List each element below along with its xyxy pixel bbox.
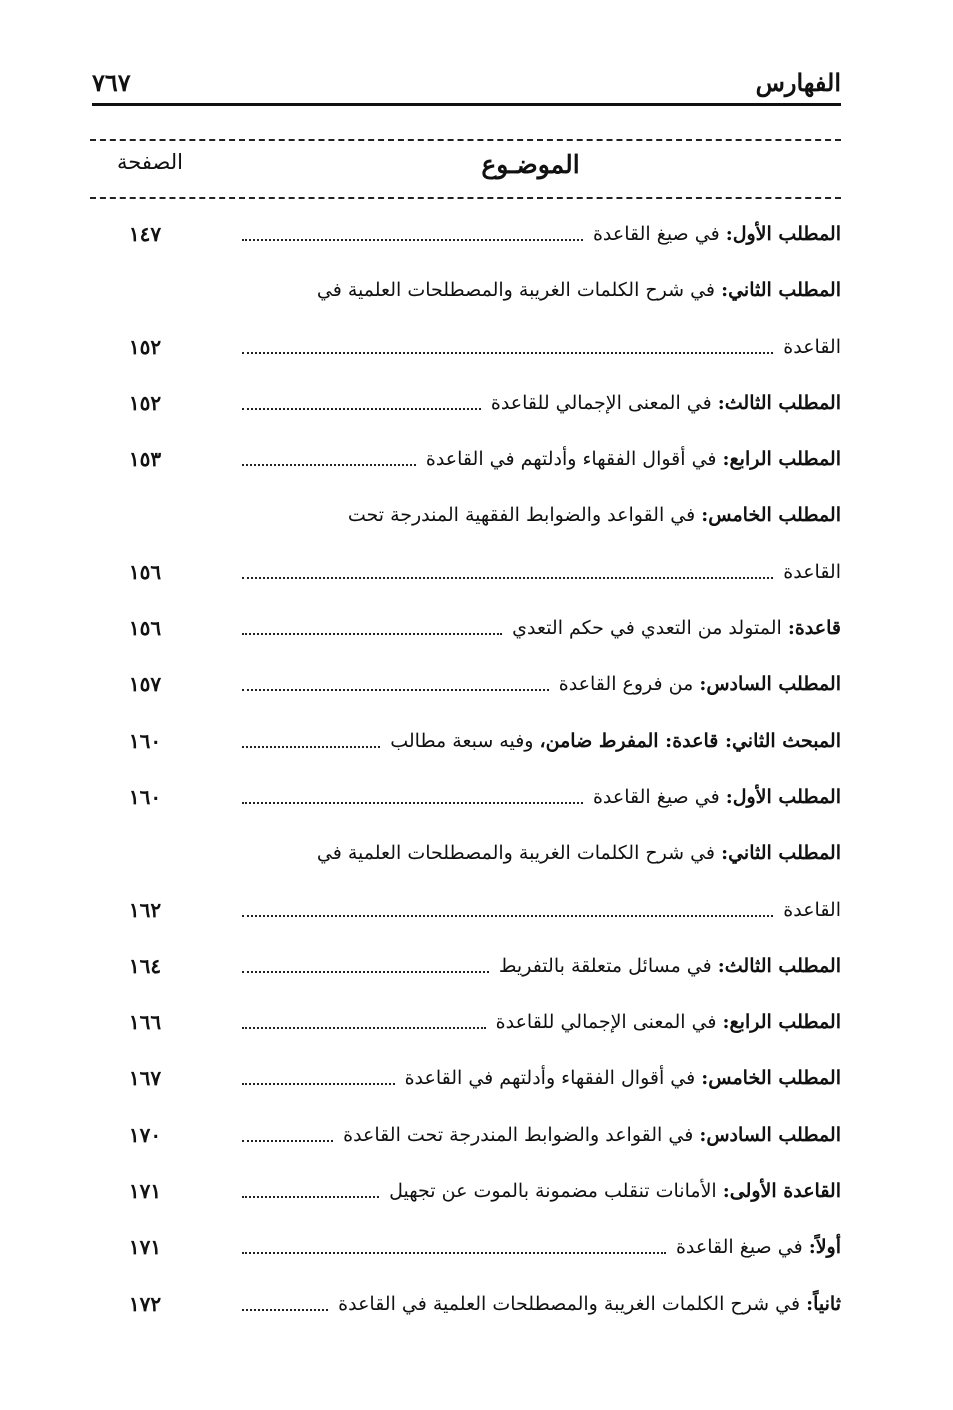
toc-entry-text [559, 670, 841, 698]
toc-entry-label: القاعدة الأولى: [722, 1180, 841, 1203]
toc-entry-page: ١٧٢ [128, 1291, 162, 1316]
running-title: الفهارس [755, 68, 841, 97]
toc-entry-page: ١٧١ [128, 1235, 162, 1260]
toc-entry [90, 886, 841, 942]
toc-entry-label: أولاً: [808, 1236, 841, 1259]
toc-entry-title: القاعدة [783, 560, 841, 583]
toc-entry-title: في المعنى الإجمالي للقاعدة [490, 391, 718, 414]
toc-entry-title: في أقوال الفقهاء وأدلتهم في القاعدة [404, 1067, 702, 1090]
toc-entry-page: ١٥٢ [128, 390, 162, 415]
dot-leader [242, 971, 489, 973]
dot-leader [242, 1309, 328, 1311]
dot-leader [242, 352, 773, 354]
toc-entry-label: ثانياً: [806, 1292, 841, 1315]
dot-leader [242, 633, 502, 635]
toc-entry-label: المطلب الرابع: [722, 448, 841, 471]
dot-leader [242, 1083, 395, 1085]
toc-entry-text [499, 952, 841, 980]
toc-entry-label: المطلب الثاني: [721, 842, 841, 865]
toc-entry [90, 266, 841, 322]
toc-entry-title: القاعدة [783, 335, 841, 358]
dot-leader [242, 239, 583, 241]
toc-entry [90, 1280, 841, 1336]
toc-entry-label: المطلب الثاني: [721, 279, 841, 302]
toc-entry-text [317, 276, 841, 304]
toc-entry-page: ١٧٠ [128, 1122, 162, 1147]
toc-entry [90, 1054, 841, 1110]
toc-entry [90, 210, 841, 266]
toc-entry-page: ١٦٢ [128, 897, 162, 922]
toc-entry-page: ١٥٧ [128, 672, 162, 697]
toc-entry-title: القاعدة [783, 898, 841, 921]
toc-entry-text [783, 333, 841, 361]
toc-entry-page: ١٦٤ [128, 953, 162, 978]
toc-entry [90, 604, 841, 660]
toc-entry-title: في القواعد والضوابط المندرجة تحت القاعدة [343, 1123, 700, 1146]
dot-leader [242, 464, 416, 466]
toc-entry-title: في شرح الكلمات الغريبة والمصطلحات العلمية في [316, 842, 722, 865]
toc-entry-title: في شرح الكلمات الغريبة والمصطلحات العلمية في القاعدة [338, 1292, 807, 1315]
toc-entry-label: المطلب الخامس: [701, 1067, 841, 1090]
dot-leader [242, 746, 380, 748]
table-top-divider [90, 139, 841, 141]
toc-entry-title: في شرح الكلمات الغريبة والمصطلحات العلمية في [316, 279, 722, 302]
toc-entry-text [389, 1177, 841, 1205]
toc-entry-page: ١٧١ [128, 1179, 162, 1204]
toc-entry-label: المطلب الأول: [725, 223, 841, 245]
toc-entry-title: المتولد من التعدي في حكم التعدي [512, 617, 788, 640]
toc-entry [90, 379, 841, 435]
toc-entry-title: وفيه سبعة مطالب [390, 729, 540, 752]
toc-entry-label: المبحث الثاني: قاعدة: المفرط ضامن، [539, 729, 841, 752]
toc-entry-title: في أقوال الفقهاء وأدلتهم في القاعدة [425, 448, 723, 471]
toc-entry-text [390, 727, 841, 755]
toc-entry-label: المطلب السادس: [699, 1123, 841, 1146]
toc-entry-text [783, 896, 841, 924]
toc-entry-label: المطلب الخامس: [701, 504, 841, 527]
page-column-header: الصفحة [117, 150, 183, 174]
toc-entry [90, 829, 841, 885]
toc-entry [90, 1223, 841, 1279]
toc-entry [90, 660, 841, 716]
toc-entry-text [343, 1121, 841, 1149]
dot-leader [242, 915, 773, 917]
toc-entry-page: ١٥٣ [128, 447, 162, 472]
toc-entry [90, 548, 841, 604]
toc-entry-text [338, 1290, 841, 1318]
table-header-divider [90, 197, 841, 199]
toc-entry-title: في المعنى الإجمالي للقاعدة [495, 1011, 723, 1034]
toc-entry-label: المطلب الرابع: [722, 1011, 841, 1034]
toc-entry-text [593, 220, 841, 248]
page-header [92, 62, 841, 100]
toc-entry-page: ١٦٧ [128, 1066, 162, 1091]
toc-entry-text [317, 839, 841, 867]
dot-leader [242, 1196, 379, 1198]
dot-leader [242, 1252, 666, 1254]
toc-entry-page: ١٦٠ [128, 728, 162, 753]
toc-list [90, 210, 841, 1336]
toc-entry-label: المطلب السادس: [699, 673, 841, 696]
topic-column-header: الموضـوع [481, 150, 580, 179]
toc-entry [90, 1111, 841, 1167]
toc-entry-page: ١٦٦ [128, 1010, 162, 1035]
toc-entry-page: ١٥٦ [128, 616, 162, 641]
toc-entry-title: في صيغ القاعدة [592, 223, 726, 245]
toc-entry-page: ١٥٢ [128, 334, 162, 359]
toc-entry-label: المطلب الثالث: [717, 391, 841, 414]
dot-leader [242, 1140, 333, 1142]
toc-entry-title: من فروع القاعدة [558, 673, 700, 696]
dot-leader [242, 577, 773, 579]
toc-entry [90, 435, 841, 491]
toc-entry [90, 1167, 841, 1223]
toc-entry-page: ١٦٠ [128, 784, 162, 809]
dot-leader [242, 689, 549, 691]
toc-entry [90, 717, 841, 773]
toc-entry-text [783, 558, 841, 586]
toc-entry-label: المطلب الثالث: [717, 954, 841, 977]
toc-entry-text [491, 389, 841, 417]
toc-entry-text [348, 501, 841, 529]
dot-leader [242, 802, 583, 804]
toc-entry-page: ١٤٧ [128, 222, 162, 246]
toc-entry [90, 323, 841, 379]
toc-entry-title: في صيغ القاعدة [675, 1236, 809, 1259]
toc-entry [90, 998, 841, 1054]
toc-entry-text [426, 445, 841, 473]
toc-entry-text [593, 783, 841, 811]
page-number: ٧٦٧ [92, 68, 131, 97]
toc-entry-label: المطلب الأول: [725, 785, 841, 808]
toc-entry-text [676, 1233, 841, 1261]
toc-entry-text [496, 1008, 841, 1036]
toc-entry-title: في مسائل متعلقة بالتفريط [498, 954, 718, 977]
toc-entry-title: في القواعد والضوابط الفقهية المندرجة تحت [347, 504, 702, 527]
toc-entry-title: في صيغ القاعدة [592, 785, 726, 808]
dot-leader [242, 408, 481, 410]
toc-entry-text [405, 1064, 841, 1092]
toc-entry-text [512, 614, 841, 642]
toc-entry [90, 942, 841, 998]
toc-entry [90, 491, 841, 547]
dot-leader [242, 1027, 486, 1029]
toc-entry-label: قاعدة: [787, 617, 841, 640]
toc-entry-title: الأمانات تنقلب مضمونة بالموت عن تجهيل [389, 1180, 723, 1203]
toc-entry [90, 773, 841, 829]
toc-entry-page: ١٥٦ [128, 559, 162, 584]
header-rule [92, 103, 841, 106]
